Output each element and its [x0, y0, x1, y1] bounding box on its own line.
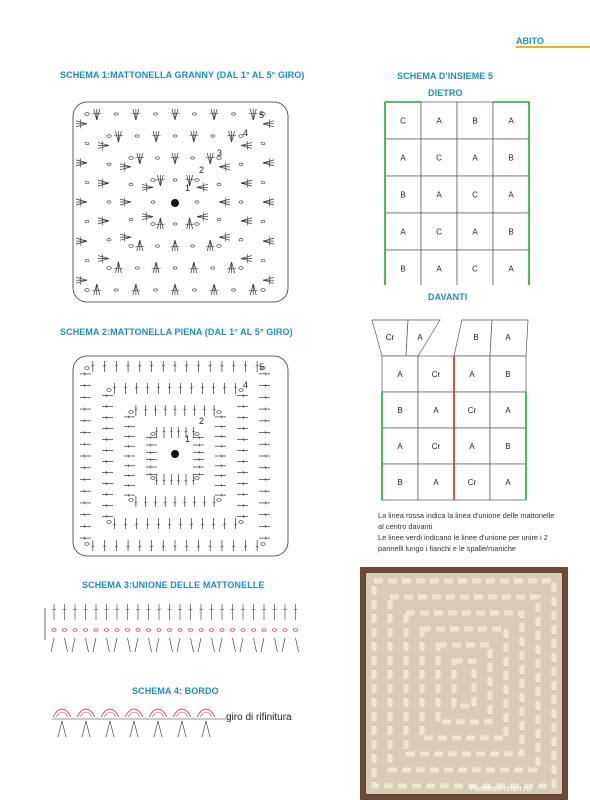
grid-cell-label: B: [473, 333, 479, 342]
center-ring: [171, 199, 179, 207]
grid-cell-label: A: [433, 406, 439, 415]
grid-cell-label: B: [400, 264, 406, 274]
grid-cell-label: C: [436, 227, 442, 237]
solid-square-diagram: [65, 350, 295, 565]
grid-cell-label: A: [508, 190, 514, 200]
round-number-2: 2: [199, 416, 205, 426]
note-line: al centro davanti: [378, 522, 433, 531]
schema1-title: SCHEMA 1:MATTONELLA GRANNY (DAL 1° AL 5° GIRO): [60, 70, 305, 80]
grid-cell-label: A: [472, 227, 478, 237]
grid-cell-label: C: [436, 153, 442, 163]
grid-cell-label: A: [400, 227, 406, 237]
crochet-photo: [360, 567, 568, 800]
grid-cell-label: A: [397, 442, 403, 451]
section-tag-underline: [516, 46, 590, 48]
grid-cell-label: B: [505, 442, 511, 451]
grid-cell-label: A: [505, 333, 511, 342]
grid-cell-label: Cr: [467, 478, 477, 487]
section-tag: ABITO: [516, 36, 544, 46]
border-diagram: [50, 703, 230, 743]
legend-note: [378, 510, 578, 554]
round-number-1: 1: [185, 434, 191, 444]
round-number-2: 2: [199, 165, 205, 175]
grid-cell-label: Cr: [467, 406, 477, 415]
davanti-layout-grid: [368, 316, 538, 501]
joining-diagram: [40, 600, 300, 660]
grid-cell-label: A: [469, 370, 475, 379]
border-label: giro di rifinitura: [226, 712, 292, 723]
grid-cell-label: B: [472, 116, 478, 126]
note-line: pannelli lungo i fianchi e le spalle/maniche: [378, 544, 517, 553]
davanti-label: DAVANTI: [428, 292, 468, 302]
center-ring: [171, 450, 179, 458]
grid-cell-label: B: [397, 478, 403, 487]
grid-cell-label: A: [436, 116, 442, 126]
note-line: Le linee verdi indicano le linee d'unione per unire i 2: [378, 533, 548, 542]
grid-cell-label: A: [469, 442, 475, 451]
grid-cell-label: A: [436, 264, 442, 274]
grid-cell-label: A: [433, 478, 439, 487]
grid-cell-label: C: [472, 264, 478, 274]
grid-cell-label: B: [397, 406, 403, 415]
grid-cell-label: B: [508, 227, 514, 237]
grid-cell-label: A: [436, 190, 442, 200]
grid-cell-label: C: [400, 116, 406, 126]
schema5-title: SCHEMA D'INSIEME 5: [397, 71, 494, 81]
grid-cell-label: Cr: [385, 333, 395, 342]
round-number-5: 5: [259, 362, 265, 372]
grid-cell-label: B: [508, 153, 514, 163]
grid-cell-label: A: [505, 478, 511, 487]
grid-cell-label: A: [472, 153, 478, 163]
schema4-title: SCHEMA 4: BORDO: [132, 686, 219, 696]
grid-cell-label: C: [472, 190, 478, 200]
round-number-5: 5: [259, 110, 265, 120]
grid-cell-label: Cr: [431, 370, 441, 379]
dietro-label: DIETRO: [428, 88, 463, 98]
round-number-1: 1: [185, 183, 191, 193]
grid-cell-label: B: [505, 370, 511, 379]
round-number-3: 3: [217, 148, 223, 158]
dietro-layout-grid: [383, 100, 533, 285]
grid-cell-label: A: [397, 370, 403, 379]
schema2-title: SCHEMA 2:MATTONELLA PIENA (DAL 1° AL 5° GIRO): [60, 327, 293, 337]
granny-square-diagram: [65, 96, 295, 311]
schema3-title: SCHEMA 3:UNIONE DELLE MATTONELLE: [82, 580, 265, 590]
grid-cell-label: B: [400, 190, 406, 200]
grid-cell-label: A: [508, 116, 514, 126]
grid-cell-label: A: [508, 264, 514, 274]
watermark: PassionForum.ru: [470, 784, 531, 793]
round-number-4: 4: [243, 128, 249, 138]
round-number-4: 4: [243, 380, 249, 390]
note-line: La linea rossa indica la linea d'unione delle mattonelle: [378, 511, 555, 520]
grid-cell-label: A: [505, 406, 511, 415]
grid-cell-label: Cr: [431, 442, 441, 451]
grid-cell-label: A: [400, 153, 406, 163]
grid-cell-label: A: [417, 333, 423, 342]
